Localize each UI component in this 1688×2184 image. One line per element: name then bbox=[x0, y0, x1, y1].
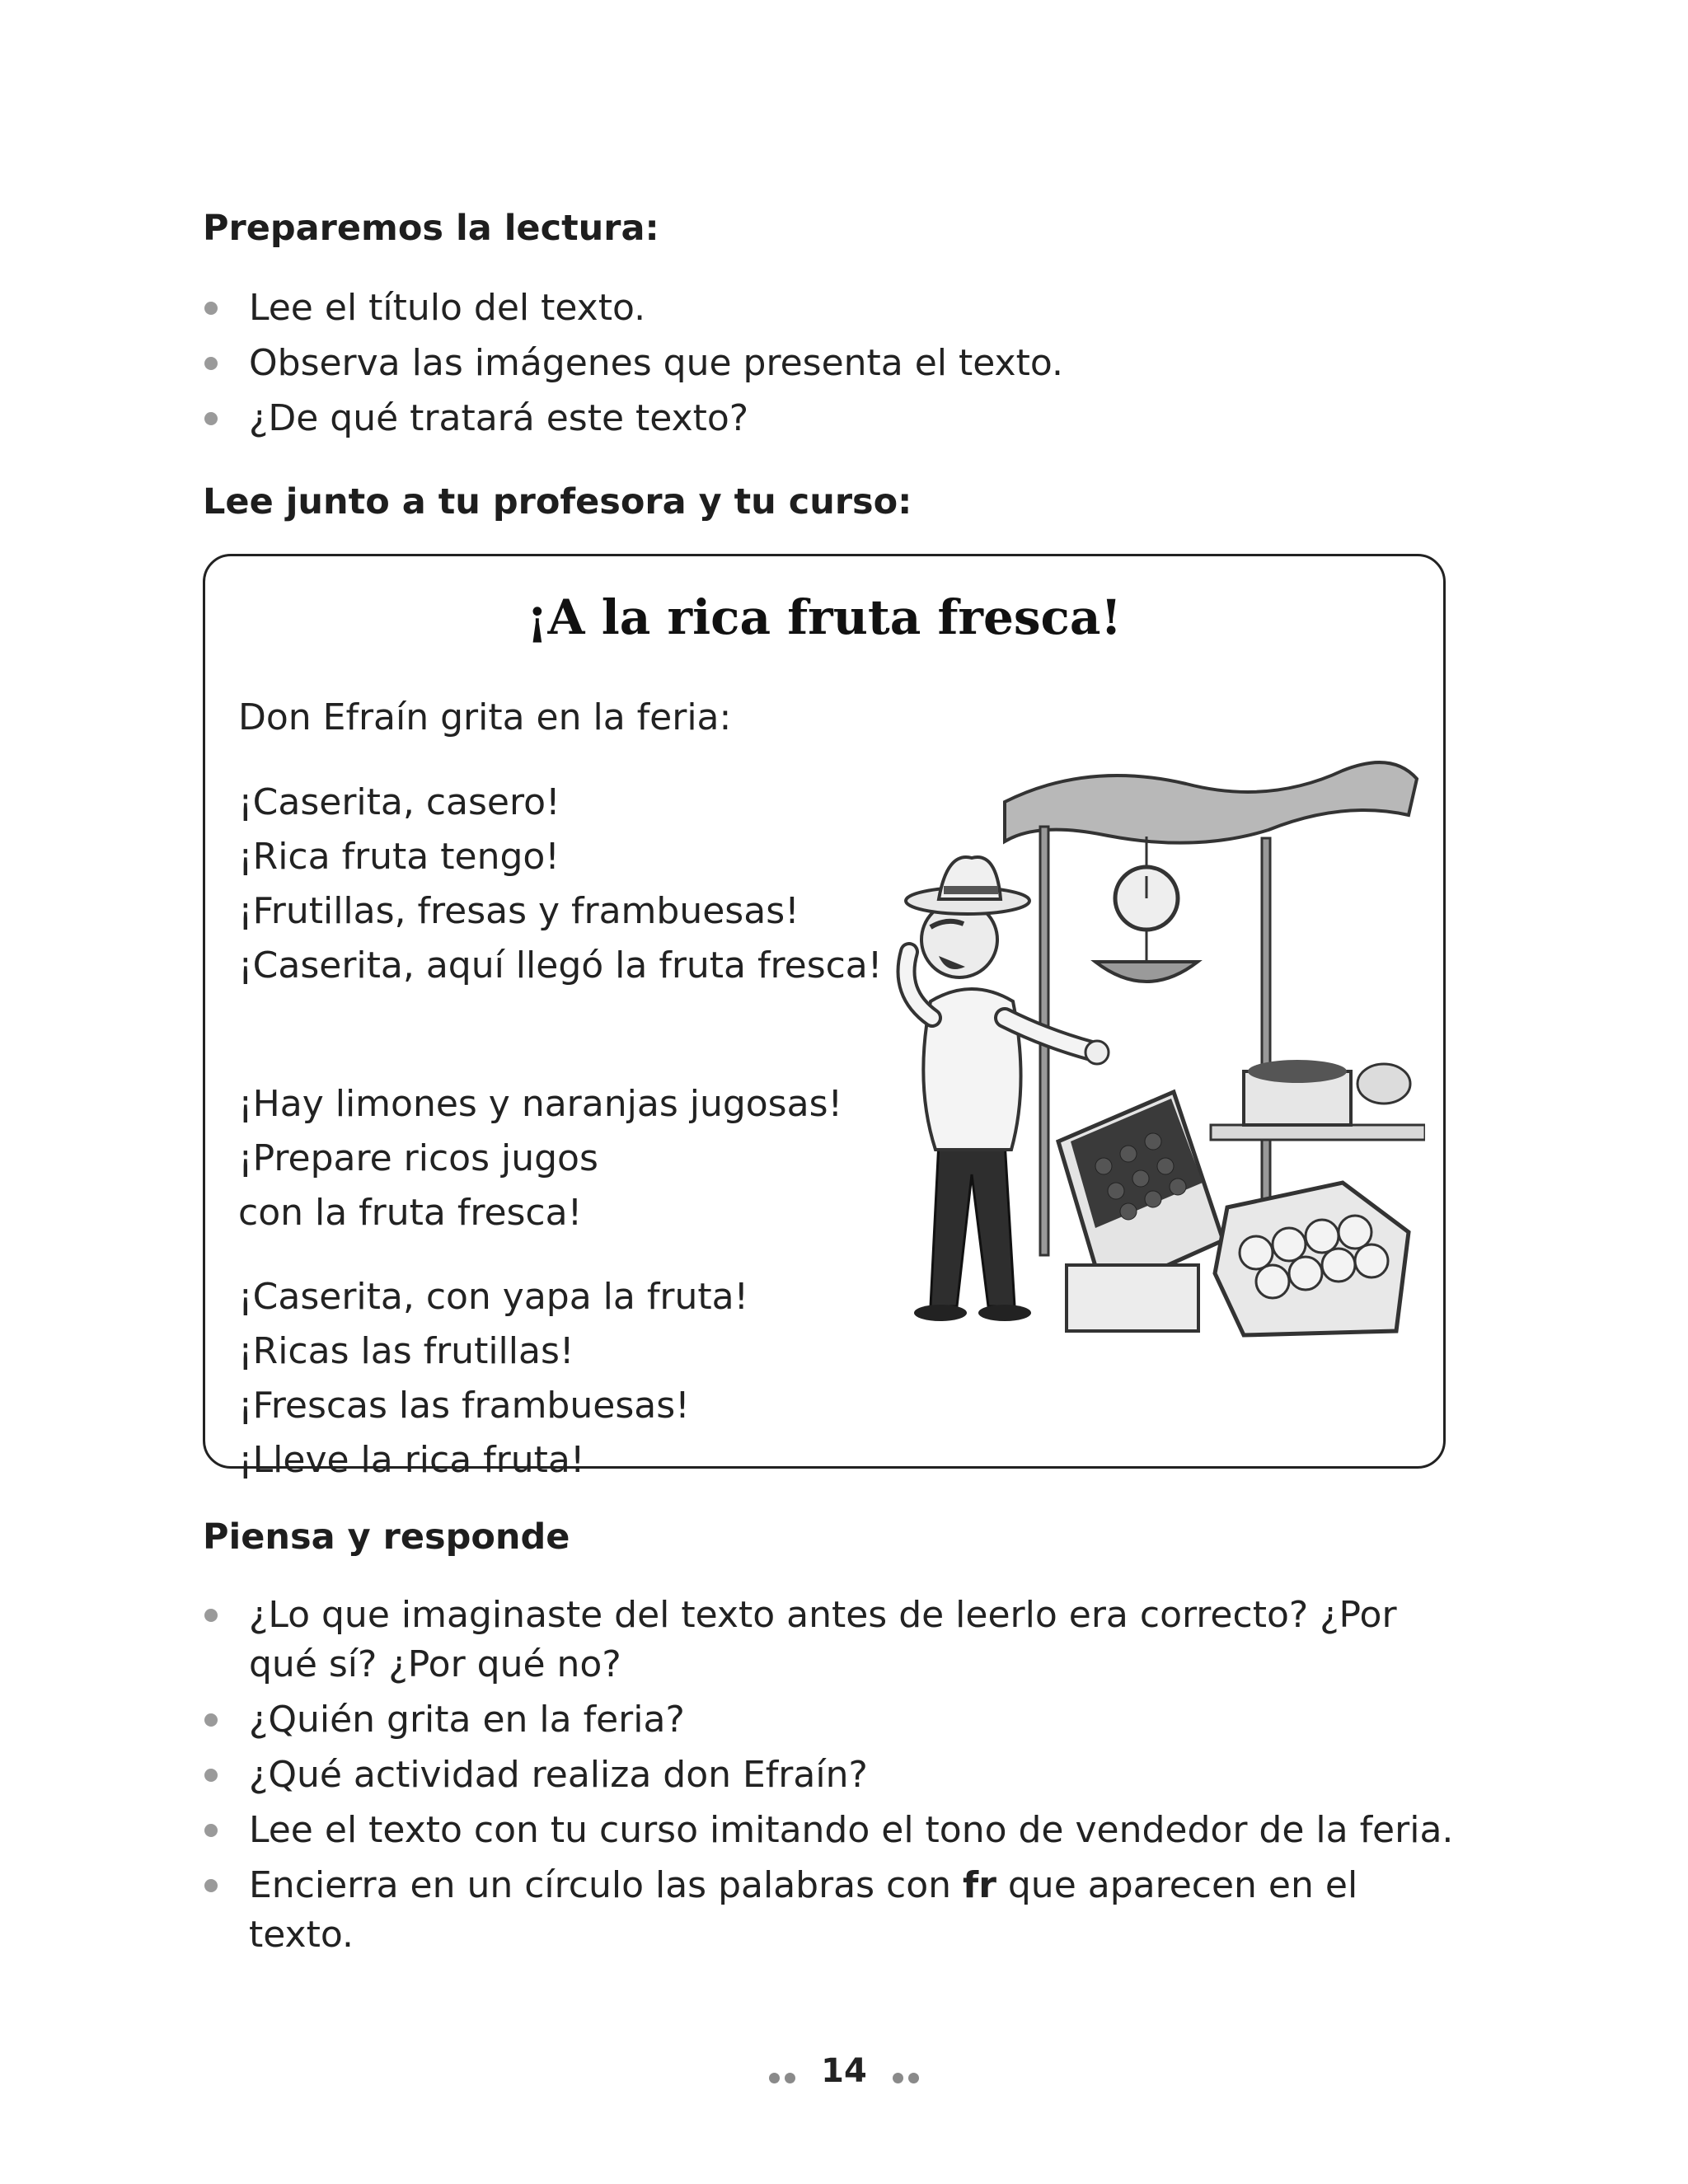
list-item-text bbox=[249, 1864, 1357, 1956]
verse-line: ¡Hay limones y naranjas jugosas! bbox=[238, 1083, 843, 1125]
reading-box bbox=[203, 554, 1446, 1481]
fruit-vendor-illustration bbox=[881, 754, 1425, 1347]
bullet-icon bbox=[204, 1824, 218, 1837]
bullet-icon bbox=[204, 302, 218, 315]
list-item bbox=[203, 394, 1472, 443]
section-heading-read-together: Lee junto a tu profesora y tu curso: bbox=[203, 481, 912, 523]
stanza-3 bbox=[238, 1270, 748, 1488]
prepare-list bbox=[203, 284, 1472, 449]
stanza-1 bbox=[238, 776, 882, 993]
think-list bbox=[203, 1591, 1472, 1966]
verse-line: ¡Caserita, casero! bbox=[238, 781, 560, 823]
list-item bbox=[203, 1806, 1472, 1855]
list-item bbox=[203, 1591, 1472, 1690]
list-item-text: ¿Qué actividad realiza don Efraín? bbox=[249, 1754, 868, 1796]
verse-line: ¡Frescas las frambuesas! bbox=[238, 1385, 690, 1427]
list-item bbox=[203, 339, 1472, 388]
list-item-text: ¿De qué tratará este texto? bbox=[249, 397, 749, 439]
section-heading-prepare: Preparemos la lectura: bbox=[203, 208, 659, 249]
dots-icon bbox=[767, 2054, 798, 2092]
list-item-text: Observa las imágenes que presenta el texto. bbox=[249, 342, 1063, 384]
reading-title: ¡A la rica fruta fresca! bbox=[527, 589, 1122, 645]
list-item bbox=[203, 284, 1472, 333]
verse-line: ¡Caserita, con yapa la fruta! bbox=[238, 1276, 749, 1318]
section-heading-think: Piensa y responde bbox=[203, 1516, 570, 1558]
page-number-text: 14 bbox=[821, 2052, 867, 2090]
reading-intro: Don Efraín grita en la feria: bbox=[238, 696, 732, 738]
text-after: que aparecen en el texto. bbox=[249, 1864, 1358, 1956]
bullet-icon bbox=[204, 1609, 218, 1622]
text-before: Encierra en un círculo las palabras con bbox=[249, 1864, 964, 1906]
verse-line: ¡Ricas las frutillas! bbox=[238, 1330, 574, 1372]
text-bold-fr: fr bbox=[963, 1864, 996, 1906]
verse-line: ¡Caserita, aquí llegó la fruta fresca! bbox=[238, 944, 883, 987]
list-item bbox=[203, 1861, 1472, 1960]
stanza-2 bbox=[238, 1077, 842, 1240]
list-item bbox=[203, 1750, 1472, 1800]
verse-line: con la fruta fresca! bbox=[238, 1192, 583, 1234]
list-item-text: ¿Lo que imaginaste del texto antes de leerlo era correcto? ¿Por qué sí? ¿Por qué no? bbox=[249, 1594, 1397, 1685]
bullet-icon bbox=[204, 1879, 218, 1892]
list-item-text: ¿Quién grita en la feria? bbox=[249, 1699, 685, 1741]
bullet-icon bbox=[204, 357, 218, 370]
list-item-text: Lee el texto con tu curso imitando el tono de vendedor de la feria. bbox=[249, 1809, 1454, 1851]
bullet-icon bbox=[204, 1769, 218, 1782]
page-number bbox=[0, 2052, 1688, 2092]
list-item-text: Lee el título del texto. bbox=[249, 287, 646, 329]
verse-line: ¡Frutillas, fresas y frambuesas! bbox=[238, 890, 799, 932]
list-item bbox=[203, 1695, 1472, 1745]
verse-line: ¡Lleve la rica fruta! bbox=[238, 1439, 585, 1481]
bullet-icon bbox=[204, 1713, 218, 1727]
verse-line: ¡Rica fruta tengo! bbox=[238, 836, 560, 878]
dots-icon bbox=[890, 2054, 921, 2092]
verse-line: ¡Prepare ricos jugos bbox=[238, 1137, 598, 1179]
bullet-icon bbox=[204, 412, 218, 425]
